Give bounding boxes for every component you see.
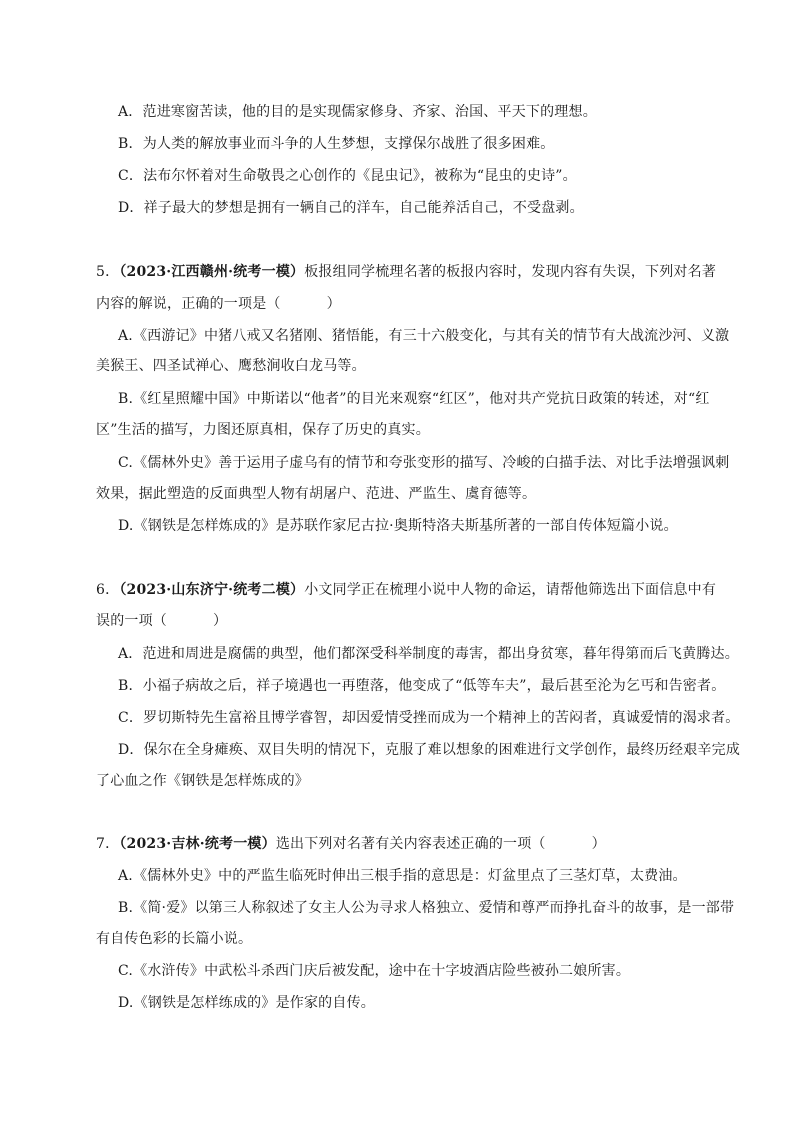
option-b: B．小福子病故之后，祥子境遇也一再堕落，他变成了“低等车夫”，最后甚至沦为乞丐和告密者。	[118, 678, 726, 694]
question-source: （2023·江西赣州·统考一模）	[119, 264, 305, 280]
question-stem-text: 小文同学正在梳理小说中人物的命运，请帮他筛选出下面信息中有	[304, 582, 717, 598]
question-stem-text: 选出下列对名著有关内容表述正确的一项（	[275, 836, 546, 852]
option-b: B．为人类的解放事业而斗争的人生梦想，支撑保尔战胜了很多困难。	[118, 136, 555, 152]
option-b-continued: 区”生活的描写，力图还原真相，保存了历史的真实。	[96, 422, 430, 438]
question-stem-continued: 误的一项（ ）	[96, 613, 228, 629]
option-d: D.《钢铁是怎样炼成的》是苏联作家尼古拉·奥斯特洛夫斯基所著的一部自传体短篇小说。	[118, 518, 678, 534]
option-c: C.《水浒传》中武松斗杀西门庆后被发配，途中在十字坡酒店险些被孙二娘所害。	[118, 963, 631, 979]
option-a-continued: 美猴王、四圣试禅心、鹰愁涧收白龙马等。	[96, 358, 366, 374]
option-a: A.《西游记》中猪八戒又名猪刚、猪悟能，有三十六般变化，与其有关的情节有大战流沙河、义激	[118, 328, 730, 344]
option-b: B.《红星照耀中国》中斯诺以“他者”的目光来观察“红区”，他对共产党抗日政策的转述，对“红	[118, 391, 710, 407]
option-c: C．法布尔怀着对生命敬畏之心创作的《昆虫记》，被称为“昆虫的史诗”。	[118, 168, 577, 184]
option-a: A．范进寒窗苦读，他的目的是实现儒家修身、齐家、治国、平天下的理想。	[118, 104, 597, 120]
option-c: C．罗切斯特先生富裕且博学睿智，却因爱情受挫而成为一个精神上的苦闷者，真诚爱情的渴求者。	[118, 710, 740, 726]
question-number: 6．	[96, 582, 120, 598]
question-number: 5．	[96, 264, 120, 280]
option-c-continued: 效果，据此塑造的反面典型人物有胡屠户、范进、严监生、虞育德等。	[96, 486, 537, 502]
option-d-continued: 了心血之作《钢铁是怎样炼成的》	[96, 773, 309, 789]
option-c: C.《儒林外史》善于运用子虚乌有的情节和夸张变形的描写、冷峻的白描手法、对比手法增强讽刺	[118, 455, 730, 471]
question-number: 7．	[96, 836, 120, 852]
question-stem-text: 板报组同学梳理名著的板报内容时，发现内容有失误，下列对名著	[304, 264, 717, 280]
question-stem	[96, 262, 716, 282]
question-stem: 7．（2023·吉林·统考一模）选出下列对名著有关内容表述正确的一项（ ）	[96, 836, 606, 852]
option-b-continued: 有自传色彩的长篇小说。	[96, 931, 253, 947]
question-stem-continued: 内容的解说，正确的一项是（ ）	[96, 296, 341, 312]
option-b: B.《简·爱》以第三人称叙述了女主人公为寻求人格独立、爱情和尊严而挣扎奋斗的故事，是一部带	[118, 900, 735, 916]
option-d: D．祥子最大的梦想是拥有一辆自己的洋车，自己能养活自己，不受盘剥。	[118, 200, 584, 216]
option-a: A.《儒林外史》中的严监生临死时伸出三根手指的意思是：灯盆里点了三茎灯草，太费油。	[118, 868, 687, 884]
question-stem	[96, 580, 716, 600]
question-source: （2023·山东济宁·统考二模）	[119, 582, 305, 598]
option-a: A．范进和周进是腐儒的典型，他们都深受科举制度的毒害，都出身贫寒，暮年得第而后飞黄腾达。	[118, 646, 739, 662]
option-d: D.《钢铁是怎样练成的》是作家的自传。	[118, 995, 375, 1011]
question-source: （2023·吉林·统考一模）	[119, 836, 276, 852]
option-d: D．保尔在全身瘫痪、双目失明的情况下，克服了难以想象的困难进行文学创作，最终历经艰辛完成	[118, 742, 741, 758]
